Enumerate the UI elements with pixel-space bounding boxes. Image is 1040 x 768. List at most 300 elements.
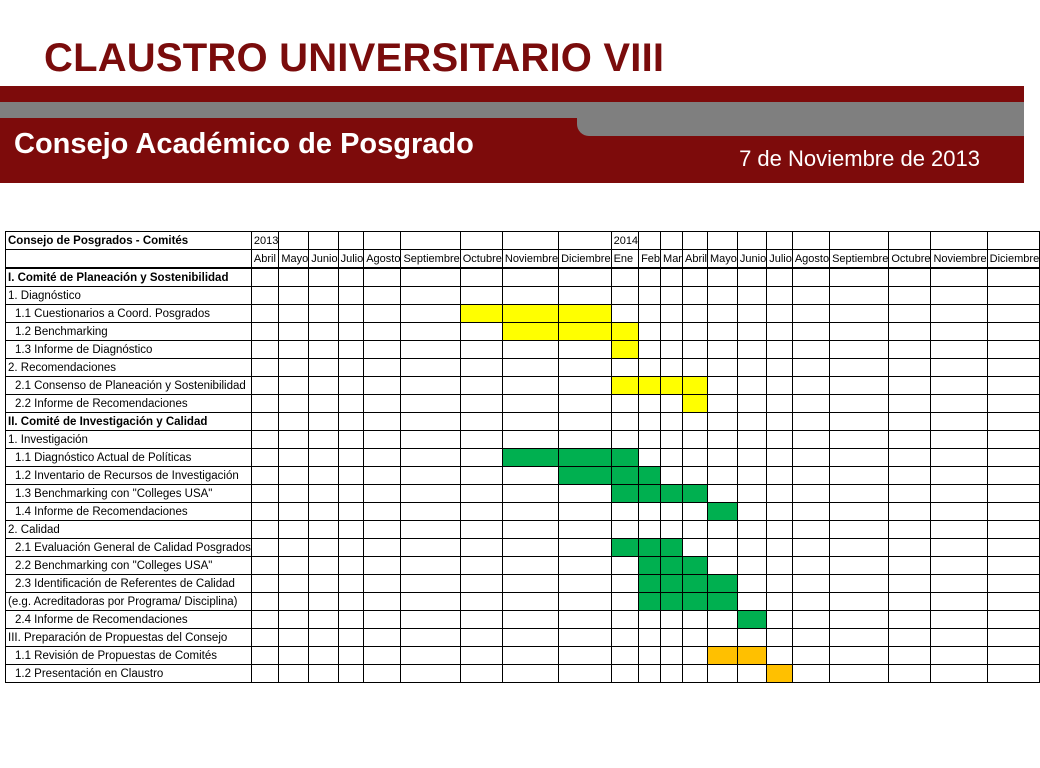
schedule-cell: [279, 521, 309, 539]
schedule-cell: [502, 521, 558, 539]
schedule-cell: [987, 467, 1040, 485]
schedule-cell: [364, 647, 401, 665]
schedule-cell: [737, 503, 766, 521]
schedule-cell: [338, 539, 364, 557]
schedule-cell: [931, 575, 987, 593]
schedule-cell: [364, 521, 401, 539]
task-row: [6, 395, 1040, 413]
task-row: [6, 341, 1040, 359]
schedule-cell: [279, 431, 309, 449]
schedule-cell: [338, 647, 364, 665]
schedule-bar-cell: [708, 593, 738, 611]
schedule-cell: [251, 539, 278, 557]
schedule-cell: [639, 305, 661, 323]
subtitle: Consejo Académico de Posgrado: [14, 128, 474, 160]
schedule-cell: [639, 629, 661, 647]
schedule-cell: [309, 287, 338, 305]
schedule-cell: [987, 503, 1040, 521]
schedule-cell: [460, 521, 502, 539]
task-row: [6, 557, 1040, 575]
task-label: 1.1 Diagnóstico Actual de Políticas: [6, 449, 252, 467]
schedule-cell: [401, 647, 460, 665]
schedule-cell: [401, 359, 460, 377]
schedule-cell: [639, 611, 661, 629]
schedule-cell: [251, 268, 278, 287]
schedule-cell: [364, 359, 401, 377]
task-label: 1.4 Informe de Recomendaciones: [6, 503, 252, 521]
schedule-bar-cell: [502, 305, 558, 323]
task-label: 2.3 Identificación de Referentes de Calidad: [6, 575, 252, 593]
task-label: 1.3 Informe de Diagnóstico: [6, 341, 252, 359]
schedule-cell: [931, 521, 987, 539]
schedule-cell: [708, 557, 738, 575]
schedule-cell: [309, 539, 338, 557]
schedule-cell: [639, 323, 661, 341]
schedule-cell: [708, 377, 738, 395]
schedule-cell: [251, 503, 278, 521]
task-label: 1.2 Presentación en Claustro: [6, 665, 252, 683]
schedule-cell: [559, 341, 612, 359]
task-row: [6, 611, 1040, 629]
schedule-cell: [889, 647, 931, 665]
schedule-cell: [737, 287, 766, 305]
task-row: [6, 521, 1040, 539]
schedule-cell: [611, 305, 638, 323]
task-row: [6, 359, 1040, 377]
task-label: I. Comité de Planeación y Sostenibilidad: [6, 268, 252, 287]
schedule-bar-cell: [661, 539, 683, 557]
schedule-cell: [767, 287, 793, 305]
schedule-cell: [460, 268, 502, 287]
schedule-cell: [987, 449, 1040, 467]
schedule-cell: [401, 575, 460, 593]
schedule-cell: [792, 575, 829, 593]
year-cell: [792, 232, 829, 250]
schedule-cell: [889, 395, 931, 413]
schedule-cell: [987, 268, 1040, 287]
schedule-cell: [309, 503, 338, 521]
schedule-bar-cell: [639, 593, 661, 611]
schedule-cell: [737, 575, 766, 593]
schedule-cell: [682, 413, 707, 431]
schedule-cell: [682, 359, 707, 377]
schedule-cell: [251, 449, 278, 467]
month-header: Abril: [251, 250, 278, 269]
schedule-cell: [767, 575, 793, 593]
schedule-cell: [559, 377, 612, 395]
schedule-cell: [931, 647, 987, 665]
schedule-cell: [559, 593, 612, 611]
schedule-cell: [279, 629, 309, 647]
schedule-cell: [737, 593, 766, 611]
schedule-cell: [338, 557, 364, 575]
schedule-cell: [931, 268, 987, 287]
schedule-bar-cell: [639, 575, 661, 593]
schedule-cell: [401, 323, 460, 341]
schedule-cell: [639, 287, 661, 305]
schedule-cell: [661, 467, 683, 485]
schedule-cell: [279, 377, 309, 395]
month-header-row: [6, 250, 1040, 269]
schedule-cell: [708, 323, 738, 341]
year-2013: 2013: [251, 232, 278, 250]
gray-stripe: [0, 102, 577, 118]
schedule-cell: [611, 575, 638, 593]
schedule-bar-cell: [502, 323, 558, 341]
schedule-cell: [661, 323, 683, 341]
schedule-cell: [401, 305, 460, 323]
schedule-cell: [338, 268, 364, 287]
schedule-cell: [661, 431, 683, 449]
month-header: Diciembre: [559, 250, 612, 269]
schedule-cell: [661, 359, 683, 377]
schedule-cell: [737, 539, 766, 557]
schedule-cell: [661, 665, 683, 683]
schedule-cell: [401, 431, 460, 449]
schedule-cell: [279, 467, 309, 485]
month-header: Julio: [338, 250, 364, 269]
schedule-cell: [401, 503, 460, 521]
schedule-cell: [830, 467, 889, 485]
schedule-cell: [401, 395, 460, 413]
schedule-cell: [611, 503, 638, 521]
task-label: 1. Diagnóstico: [6, 287, 252, 305]
schedule-cell: [338, 467, 364, 485]
schedule-cell: [364, 485, 401, 503]
schedule-cell: [767, 268, 793, 287]
schedule-cell: [708, 629, 738, 647]
corner-label: Consejo de Posgrados - Comités: [6, 232, 252, 250]
schedule-cell: [279, 557, 309, 575]
schedule-cell: [460, 485, 502, 503]
schedule-cell: [279, 305, 309, 323]
schedule-cell: [364, 575, 401, 593]
schedule-cell: [502, 395, 558, 413]
schedule-cell: [559, 268, 612, 287]
task-row: [6, 323, 1040, 341]
schedule-cell: [682, 503, 707, 521]
schedule-cell: [502, 359, 558, 377]
schedule-cell: [931, 323, 987, 341]
schedule-cell: [737, 341, 766, 359]
task-row: [6, 305, 1040, 323]
schedule-cell: [559, 539, 612, 557]
schedule-cell: [401, 377, 460, 395]
schedule-bar-cell: [611, 485, 638, 503]
schedule-cell: [401, 557, 460, 575]
schedule-cell: [460, 413, 502, 431]
schedule-cell: [502, 413, 558, 431]
schedule-bar-cell: [611, 467, 638, 485]
task-row: [6, 268, 1040, 287]
year-cell: [889, 232, 931, 250]
schedule-cell: [279, 359, 309, 377]
schedule-cell: [279, 485, 309, 503]
schedule-cell: [830, 341, 889, 359]
schedule-cell: [737, 431, 766, 449]
schedule-cell: [737, 467, 766, 485]
schedule-cell: [309, 575, 338, 593]
year-cell: [502, 232, 558, 250]
schedule-cell: [931, 629, 987, 647]
schedule-cell: [251, 665, 278, 683]
schedule-cell: [251, 377, 278, 395]
schedule-cell: [767, 359, 793, 377]
schedule-cell: [708, 341, 738, 359]
year-cell: [460, 232, 502, 250]
schedule-cell: [767, 395, 793, 413]
schedule-cell: [889, 665, 931, 683]
schedule-cell: [251, 521, 278, 539]
schedule-cell: [830, 611, 889, 629]
schedule-cell: [559, 485, 612, 503]
schedule-cell: [830, 431, 889, 449]
schedule-cell: [889, 593, 931, 611]
schedule-cell: [708, 413, 738, 431]
year-cell: [737, 232, 766, 250]
schedule-cell: [559, 647, 612, 665]
schedule-cell: [611, 431, 638, 449]
schedule-cell: [682, 449, 707, 467]
schedule-cell: [767, 647, 793, 665]
schedule-cell: [737, 665, 766, 683]
schedule-cell: [792, 557, 829, 575]
schedule-cell: [309, 467, 338, 485]
year-cell: [639, 232, 661, 250]
task-label: 2.1 Consenso de Planeación y Sostenibilidad: [6, 377, 252, 395]
schedule-cell: [987, 431, 1040, 449]
month-header: Agosto: [792, 250, 829, 269]
schedule-cell: [639, 521, 661, 539]
schedule-cell: [309, 413, 338, 431]
schedule-cell: [460, 341, 502, 359]
schedule-cell: [401, 341, 460, 359]
schedule-cell: [767, 539, 793, 557]
schedule-cell: [279, 449, 309, 467]
schedule-cell: [987, 395, 1040, 413]
schedule-cell: [830, 575, 889, 593]
schedule-cell: [708, 287, 738, 305]
task-label: 2. Recomendaciones: [6, 359, 252, 377]
gray-tab: [577, 102, 1024, 136]
schedule-cell: [661, 305, 683, 323]
schedule-cell: [364, 503, 401, 521]
schedule-cell: [830, 557, 889, 575]
schedule-cell: [792, 611, 829, 629]
schedule-cell: [502, 485, 558, 503]
schedule-cell: [279, 395, 309, 413]
schedule-cell: [792, 395, 829, 413]
schedule-cell: [401, 593, 460, 611]
schedule-cell: [251, 431, 278, 449]
schedule-cell: [792, 449, 829, 467]
schedule-cell: [279, 413, 309, 431]
schedule-cell: [502, 287, 558, 305]
schedule-cell: [708, 665, 738, 683]
task-row: [6, 629, 1040, 647]
schedule-cell: [401, 287, 460, 305]
schedule-cell: [251, 287, 278, 305]
schedule-cell: [611, 413, 638, 431]
schedule-cell: [792, 521, 829, 539]
schedule-cell: [682, 665, 707, 683]
schedule-cell: [830, 503, 889, 521]
schedule-cell: [611, 665, 638, 683]
schedule-cell: [830, 359, 889, 377]
schedule-cell: [309, 611, 338, 629]
task-label: 1.2 Inventario de Recursos de Investigación: [6, 467, 252, 485]
schedule-cell: [559, 359, 612, 377]
schedule-cell: [309, 665, 338, 683]
schedule-cell: [401, 485, 460, 503]
schedule-cell: [364, 467, 401, 485]
task-label: 1.1 Revisión de Propuestas de Comités: [6, 647, 252, 665]
schedule-cell: [987, 557, 1040, 575]
schedule-cell: [251, 359, 278, 377]
schedule-cell: [639, 503, 661, 521]
task-label: 1.3 Benchmarking con "Colleges USA": [6, 485, 252, 503]
schedule-cell: [309, 323, 338, 341]
schedule-bar-cell: [639, 539, 661, 557]
schedule-bar-cell: [639, 467, 661, 485]
schedule-cell: [401, 268, 460, 287]
schedule-cell: [611, 647, 638, 665]
schedule-cell: [401, 467, 460, 485]
schedule-cell: [792, 593, 829, 611]
schedule-cell: [309, 395, 338, 413]
task-label: 1.2 Benchmarking: [6, 323, 252, 341]
schedule-cell: [889, 485, 931, 503]
schedule-cell: [661, 629, 683, 647]
schedule-cell: [251, 593, 278, 611]
schedule-cell: [309, 593, 338, 611]
month-header: Octubre: [889, 250, 931, 269]
schedule-cell: [889, 467, 931, 485]
schedule-cell: [639, 268, 661, 287]
schedule-cell: [931, 503, 987, 521]
schedule-cell: [251, 575, 278, 593]
schedule-cell: [364, 539, 401, 557]
schedule-cell: [502, 539, 558, 557]
schedule-cell: [767, 449, 793, 467]
schedule-cell: [364, 341, 401, 359]
schedule-cell: [661, 341, 683, 359]
schedule-cell: [792, 467, 829, 485]
schedule-cell: [830, 539, 889, 557]
schedule-cell: [338, 431, 364, 449]
schedule-cell: [708, 305, 738, 323]
schedule-cell: [639, 395, 661, 413]
schedule-cell: [682, 341, 707, 359]
schedule-cell: [364, 268, 401, 287]
schedule-cell: [251, 485, 278, 503]
schedule-cell: [460, 575, 502, 593]
schedule-cell: [460, 593, 502, 611]
schedule-cell: [611, 629, 638, 647]
schedule-cell: [889, 575, 931, 593]
schedule-bar-cell: [611, 377, 638, 395]
schedule-cell: [767, 611, 793, 629]
schedule-bar-cell: [682, 377, 707, 395]
schedule-cell: [931, 611, 987, 629]
task-label: 2.2 Informe de Recomendaciones: [6, 395, 252, 413]
schedule-cell: [931, 467, 987, 485]
schedule-cell: [889, 629, 931, 647]
schedule-cell: [830, 593, 889, 611]
schedule-cell: [987, 413, 1040, 431]
schedule-cell: [309, 647, 338, 665]
schedule-cell: [737, 629, 766, 647]
schedule-cell: [364, 611, 401, 629]
schedule-cell: [338, 287, 364, 305]
schedule-cell: [737, 323, 766, 341]
schedule-cell: [889, 449, 931, 467]
schedule-cell: [401, 413, 460, 431]
schedule-cell: [987, 665, 1040, 683]
schedule-cell: [889, 431, 931, 449]
schedule-cell: [279, 593, 309, 611]
schedule-cell: [251, 323, 278, 341]
schedule-cell: [338, 503, 364, 521]
year-cell: [708, 232, 738, 250]
schedule-cell: [889, 305, 931, 323]
schedule-cell: [661, 449, 683, 467]
schedule-cell: [502, 593, 558, 611]
schedule-cell: [931, 539, 987, 557]
schedule-cell: [792, 629, 829, 647]
schedule-cell: [931, 413, 987, 431]
schedule-cell: [830, 323, 889, 341]
schedule-cell: [830, 521, 889, 539]
schedule-cell: [364, 665, 401, 683]
schedule-cell: [682, 611, 707, 629]
schedule-cell: [830, 647, 889, 665]
schedule-cell: [987, 323, 1040, 341]
schedule-cell: [931, 287, 987, 305]
year-cell: [661, 232, 683, 250]
schedule-cell: [502, 611, 558, 629]
month-header: Agosto: [364, 250, 401, 269]
schedule-bar-cell: [639, 557, 661, 575]
schedule-cell: [338, 305, 364, 323]
schedule-cell: [559, 629, 612, 647]
schedule-cell: [251, 647, 278, 665]
schedule-cell: [889, 287, 931, 305]
schedule-cell: [460, 467, 502, 485]
schedule-cell: [401, 521, 460, 539]
schedule-bar-cell: [708, 503, 738, 521]
schedule-cell: [931, 377, 987, 395]
schedule-cell: [987, 611, 1040, 629]
schedule-cell: [338, 413, 364, 431]
schedule-cell: [401, 611, 460, 629]
schedule-cell: [682, 467, 707, 485]
schedule-bar-cell: [611, 449, 638, 467]
schedule-cell: [279, 647, 309, 665]
schedule-cell: [309, 485, 338, 503]
schedule-cell: [792, 431, 829, 449]
schedule-cell: [792, 485, 829, 503]
schedule-cell: [661, 647, 683, 665]
schedule-cell: [792, 323, 829, 341]
task-label: II. Comité de Investigación y Calidad: [6, 413, 252, 431]
schedule-cell: [792, 665, 829, 683]
schedule-cell: [639, 449, 661, 467]
year-cell: [401, 232, 460, 250]
schedule-cell: [639, 647, 661, 665]
schedule-cell: [737, 305, 766, 323]
schedule-cell: [737, 449, 766, 467]
